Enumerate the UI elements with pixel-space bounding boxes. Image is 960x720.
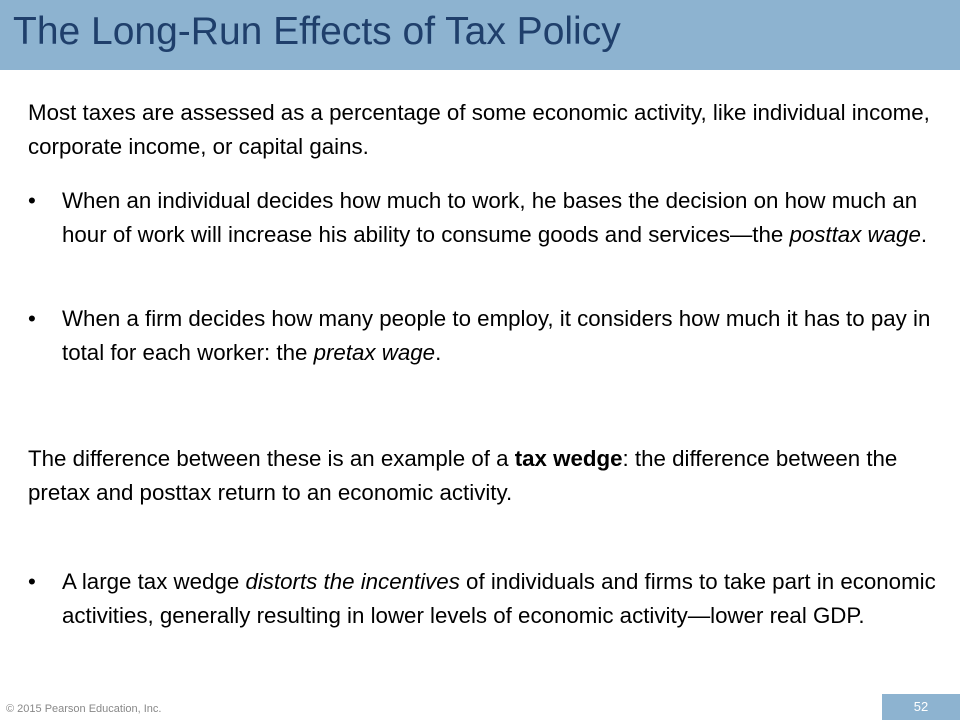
page-number-box: [882, 694, 960, 720]
bullet-text-before: A large tax wedge: [62, 569, 246, 594]
slide-title: The Long-Run Effects of Tax Policy: [13, 10, 621, 53]
para-text-before: The difference between these is an example of a: [28, 446, 515, 471]
bullet-text: [62, 565, 938, 633]
tax-wedge-paragraph: [28, 442, 938, 510]
bullet-text-main: When a firm decides how many people to employ, it considers how much it has to pay in total for each worker: the: [62, 306, 931, 365]
term-distorts-incentives: distorts the incentives: [245, 569, 460, 594]
bullet-text-end: .: [435, 340, 442, 365]
bullet-dot: •: [28, 569, 36, 594]
bullet-dot: •: [28, 306, 36, 331]
term-pretax-wage: pretax wage: [313, 340, 436, 365]
bullet-text: [62, 302, 938, 370]
bullet-text-main: When an individual decides how much to work, he bases the decision on how much an hour of work will increase his ability to consume goods and services—the: [62, 188, 918, 247]
para-text-after: : the difference between the pretax and posttax return to an economic activity.: [28, 446, 898, 505]
bullet-pretax-wage: [28, 302, 938, 370]
bullet-text-end: .: [920, 222, 928, 247]
bullet-text-after: of individuals and firms to take part in economic activities, generally resulting in lower levels of economic activity—lower real GDP.: [62, 569, 936, 628]
page-number: 52: [913, 699, 929, 714]
intro-paragraph: Most taxes are assessed as a percentage of some economic activity, like individual income, corporate income, or capital gains.: [28, 100, 930, 159]
bullet-posttax-wage: [28, 184, 938, 286]
term-posttax-wage: posttax wage: [789, 222, 921, 247]
term-tax-wedge: tax wedge: [514, 446, 623, 471]
bullet-distorts-incentives: [28, 565, 938, 667]
bullet-dot: •: [28, 188, 36, 213]
bullet-text: [62, 184, 938, 252]
copyright-notice: © 2015 Pearson Education, Inc.: [6, 703, 162, 715]
